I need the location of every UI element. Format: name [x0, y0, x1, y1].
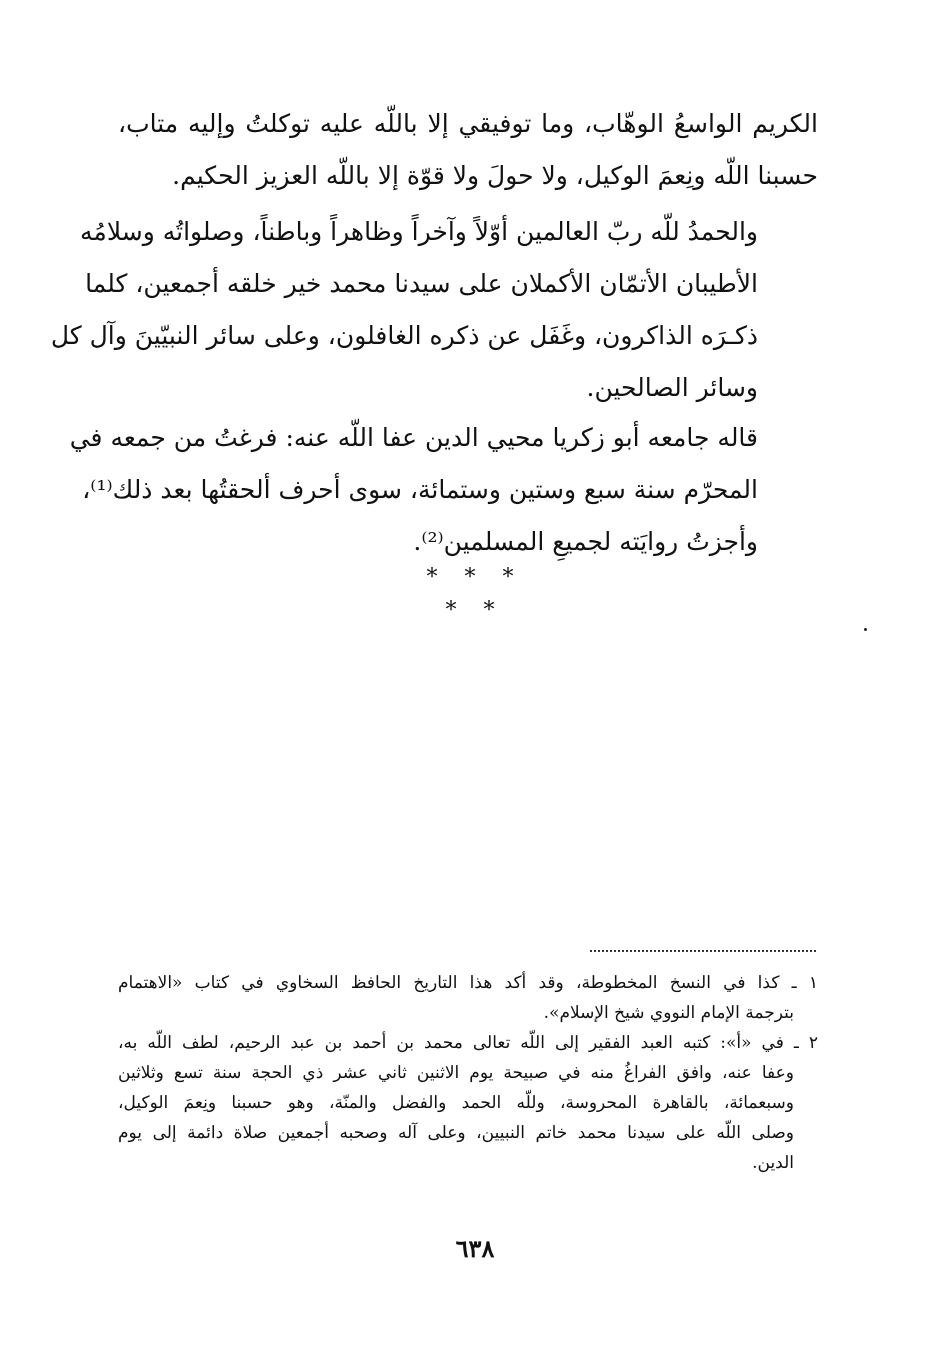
footnote-1: [118, 968, 818, 1028]
footnote-line: وصلى اللّه على سيدنا محمد خاتم النبيين، وعلى آله وصحبه أجمعين صلاة دائمة إلى يوم: [118, 1123, 794, 1143]
footnote-line: وسبعمائة، بالقاهرة المحروسة، وللّه الحمد والفضل والمنّة، وهو حسبنا ونِعمَ الوكيل،: [118, 1093, 794, 1113]
footnote-line: ١ ـ كذا في النسخ المخطوطة، وقد أكد هذا التاريخ الحافظ السخاوي في كتاب «الاهتمام: [118, 973, 818, 993]
footnote-line: الدين.: [752, 1153, 794, 1173]
text-line: المحرّم سنة سبع وستين وستمائة، سوى أحرف ألحقتُها بعد ذلك⁽¹⁾،: [82, 475, 758, 504]
footnote-line: ٢ ـ في «أ»: كتبه العبد الفقير إلى اللّه تعالى محمد بن أحمد بن عبد الرحيم، لطف اللّه به،: [118, 1033, 818, 1053]
paragraph-closing-praise: [118, 98, 818, 202]
page-number: ٦٣٨: [455, 1234, 495, 1263]
star-separator-row-2: * *: [445, 598, 505, 623]
text-line: قاله جامعه أبو زكريا محيي الدين عفا اللّه عنه: فرغتُ من جمعه في: [69, 423, 758, 452]
text-line: حسبنا اللّه ونِعمَ الوكيل، ولا حولَ ولا قوّة إلا باللّه العزيز الحكيم.: [172, 161, 818, 190]
footnote-line: بترجمة الإمام النووي شيخ الإسلام».: [543, 1003, 794, 1023]
text-line: وسائر الصالحين.: [586, 373, 758, 402]
footnote-divider: [590, 950, 816, 952]
text-line: الكريم الواسعُ الوهّاب، وما توفيقي إلا باللّه عليه توكلتُ وإليه متاب،: [118, 109, 818, 138]
paragraph-colophon: [69, 412, 818, 568]
text-line: والحمدُ للّه ربّ العالمين أوّلاً وآخراً وظاهراً وباطناً، وصلواتُه وسلامُه: [80, 217, 758, 246]
footnotes: [118, 968, 818, 1178]
ink-speck: [864, 628, 867, 631]
text-line: ذكـرَه الذاكرون، وغَفَل عن ذكره الغافلون، وعلى سائر النبيّينَ وآل كل: [50, 321, 758, 350]
footnote-line: وعفا عنه، وافق الفراغُ منه في صبيحة يوم الاثنين ثاني عشر ذي الحجة سنة تسع وثلاثين: [118, 1063, 794, 1083]
text-line: وأجزتُ روايَته لجميعِ المسلمين⁽²⁾.: [413, 527, 758, 556]
footnote-2: [118, 1028, 818, 1178]
paragraph-hamd: [50, 206, 818, 414]
star-separator-row-1: * * *: [426, 565, 524, 590]
text-line: الأطيبان الأتمّان الأكملان على سيدنا محمد خير خلقه أجمعين، كلما: [85, 269, 758, 298]
